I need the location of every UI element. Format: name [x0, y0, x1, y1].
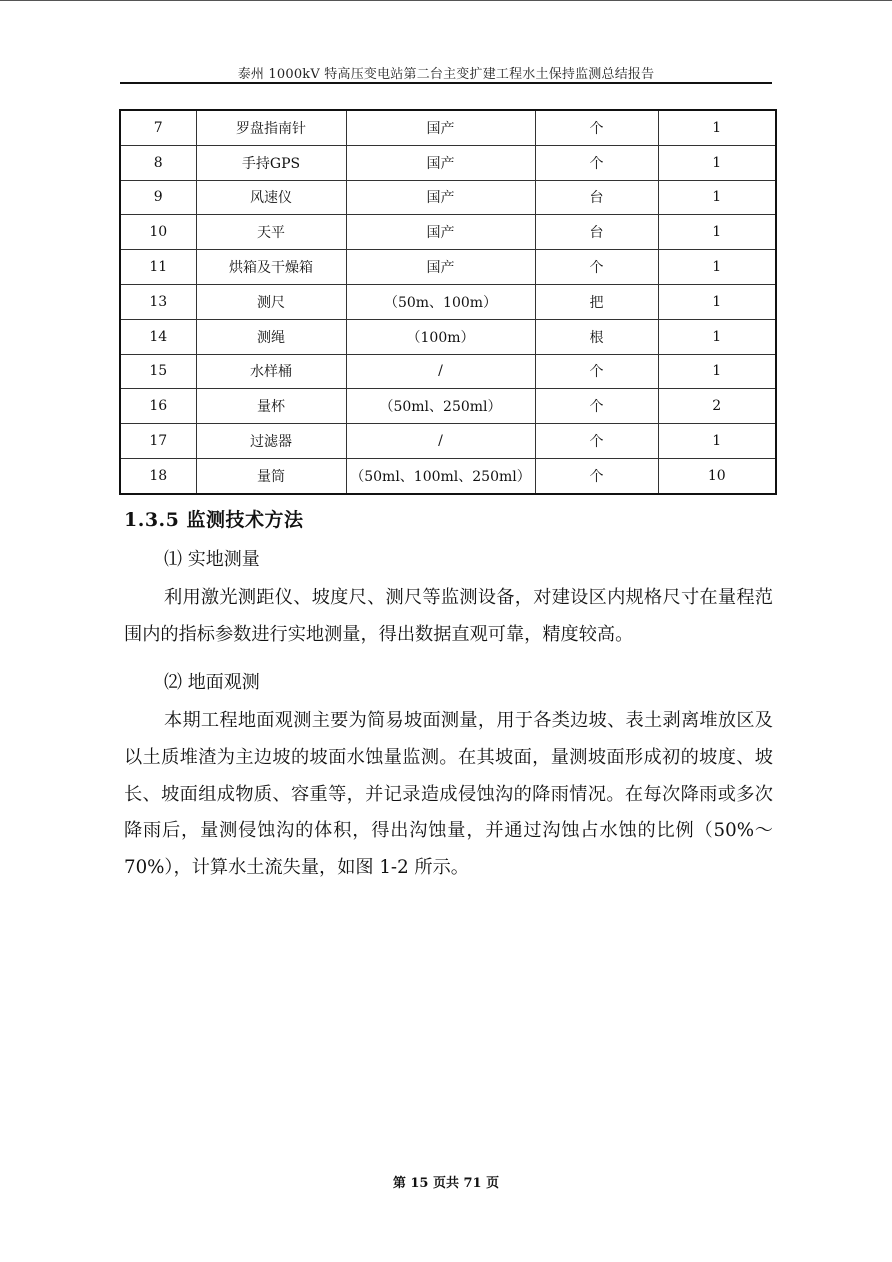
table-cell-qty: 2	[658, 389, 776, 424]
table-cell-unit: 根	[535, 319, 658, 354]
table-cell-no: 18	[120, 458, 196, 493]
paragraph-field-measurement: 利用激光测距仪、坡度尺、测尺等监测设备，对建设区内规格尺寸在量程范围内的指标参数进行实地测量，得出数据直观可靠，精度较高。	[124, 587, 773, 645]
table-cell-no: 13	[120, 284, 196, 319]
table-cell-no: 17	[120, 424, 196, 459]
table-row	[120, 250, 776, 285]
table-cell-spec: 国产	[346, 250, 535, 285]
table-cell-unit: 台	[535, 180, 658, 215]
equipment-table	[119, 109, 777, 495]
table-row	[120, 354, 776, 389]
table-cell-spec: 国产	[346, 215, 535, 250]
table-cell-qty: 1	[658, 354, 776, 389]
page-number-footer: 第 15 页共 71 页	[392, 1176, 500, 1191]
subsection-title-ground-observation: ⑵ 地面观测	[164, 672, 260, 693]
table-cell-spec: （100m）	[346, 319, 535, 354]
table-cell-qty: 1	[658, 180, 776, 215]
table-cell-no: 7	[120, 110, 196, 145]
table-cell-no: 16	[120, 389, 196, 424]
table-cell-spec: 国产	[346, 145, 535, 180]
paragraph-ground-observation: 本期工程地面观测主要为简易坡面测量，用于各类边坡、表土剥离堆放区及以土质堆渣为主边坡的坡面水蚀量监测。在其坡面，量测坡面形成初的坡度、坡长、坡面组成物质、容重等，并记录造成侵蚀沟的降雨情况。在每次降雨或多次降雨后，量测侵蚀沟的体积，得出沟蚀量，并通过沟蚀占水蚀的比例（50%～70%），计算水土流失量，如图 1-2 所示。	[124, 710, 773, 879]
table-cell-spec: /	[346, 354, 535, 389]
table-cell-qty: 1	[658, 145, 776, 180]
table-cell-qty: 1	[658, 110, 776, 145]
table-cell-name: 手持GPS	[196, 145, 346, 180]
table-cell-no: 9	[120, 180, 196, 215]
table-cell-no: 10	[120, 215, 196, 250]
subsection-title-field-measurement: ⑴ 实地测量	[164, 549, 260, 570]
table-row	[120, 389, 776, 424]
table-row	[120, 215, 776, 250]
table-cell-name: 风速仪	[196, 180, 346, 215]
table-cell-spec: /	[346, 424, 535, 459]
table-cell-qty: 10	[658, 458, 776, 493]
table-cell-name: 天平	[196, 215, 346, 250]
header-divider	[120, 82, 772, 84]
table-cell-spec: （50m、100m）	[346, 284, 535, 319]
table-cell-unit: 个	[535, 424, 658, 459]
table-cell-unit: 个	[535, 250, 658, 285]
table-cell-spec: 国产	[346, 110, 535, 145]
table-cell-name: 罗盘指南针	[196, 110, 346, 145]
table-cell-name: 水样桶	[196, 354, 346, 389]
table-row	[120, 284, 776, 319]
table-row	[120, 110, 776, 145]
table-cell-unit: 个	[535, 389, 658, 424]
table-cell-unit: 台	[535, 215, 658, 250]
table-cell-spec: 国产	[346, 180, 535, 215]
table-cell-no: 15	[120, 354, 196, 389]
table-cell-spec: （50ml、100ml、250ml）	[346, 458, 535, 493]
table-cell-name: 量筒	[196, 458, 346, 493]
table-cell-unit: 个	[535, 354, 658, 389]
table-cell-name: 量杯	[196, 389, 346, 424]
table-cell-unit: 把	[535, 284, 658, 319]
table-row	[120, 458, 776, 493]
table-cell-name: 测绳	[196, 319, 346, 354]
table-cell-unit: 个	[535, 145, 658, 180]
table-cell-no: 8	[120, 145, 196, 180]
table-cell-name: 过滤器	[196, 424, 346, 459]
page-top-border	[0, 0, 892, 1]
table-cell-qty: 1	[658, 424, 776, 459]
table-cell-qty: 1	[658, 319, 776, 354]
table-cell-unit: 个	[535, 110, 658, 145]
table-row	[120, 319, 776, 354]
table-cell-qty: 1	[658, 215, 776, 250]
table-cell-name: 烘箱及干燥箱	[196, 250, 346, 285]
table-row	[120, 180, 776, 215]
equipment-table-body	[120, 110, 776, 494]
report-header-title: 泰州 1000kV 特高压变电站第二台主变扩建工程水土保持监测总结报告	[237, 67, 655, 82]
table-cell-no: 14	[120, 319, 196, 354]
table-cell-name: 测尺	[196, 284, 346, 319]
section-heading: 1.3.5 监测技术方法	[124, 509, 304, 531]
table-cell-qty: 1	[658, 284, 776, 319]
table-row	[120, 145, 776, 180]
table-cell-qty: 1	[658, 250, 776, 285]
table-cell-spec: （50ml、250ml）	[346, 389, 535, 424]
table-row	[120, 424, 776, 459]
table-cell-unit: 个	[535, 458, 658, 493]
table-cell-no: 11	[120, 250, 196, 285]
